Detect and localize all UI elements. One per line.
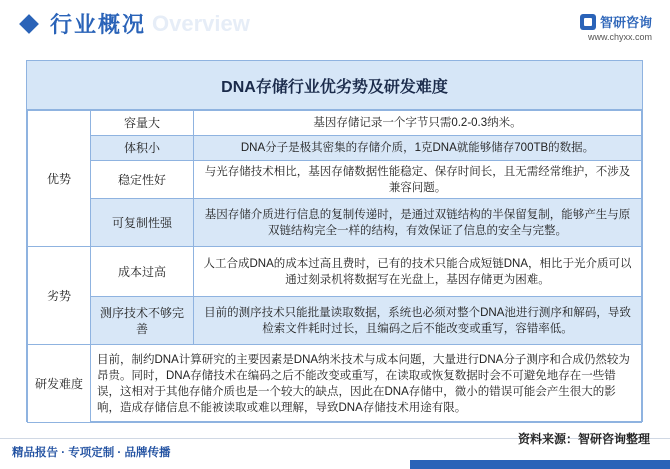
category-advantages: 优势 (28, 111, 91, 247)
row-desc: DNA分子是极其密集的存储介质，1克DNA就能够储存700TB的数据。 (194, 136, 642, 161)
row-label: 容量大 (91, 111, 194, 136)
table-row (28, 136, 642, 161)
page-footer (0, 430, 670, 469)
row-desc: 目前的测序技术只能批量读取数据，系统也必须对整个DNA池进行测序和解码，导致检索文件耗时过长，且编码之后不能改变或重写，容错率低。 (194, 297, 642, 345)
data-table (27, 110, 642, 423)
diamond-icon (19, 14, 39, 34)
row-label: 测序技术不够完善 (91, 297, 194, 345)
footer-tagline: 精品报告 · 专项定制 · 品牌传播 (12, 447, 171, 459)
row-label: 体积小 (91, 136, 194, 161)
logo-url: www.chyxx.com (587, 32, 652, 42)
table-row (28, 161, 642, 199)
table-row (28, 297, 642, 345)
table-row (28, 345, 642, 423)
logo-name: 智研咨询 (599, 15, 652, 30)
page-header (0, 0, 670, 50)
footer-accent-bar (410, 460, 670, 469)
row-desc: 基因存储记录一个字节只需0.2-0.3纳米。 (194, 111, 642, 136)
section-title (22, 8, 250, 39)
row-label: 可复制性强 (91, 199, 194, 247)
comparison-table (26, 60, 643, 422)
table-row (28, 111, 642, 136)
row-desc: 与光存储技术相比，基因存储数据性能稳定、保存时间长，且无需经常维护，不涉及兼容问题。 (194, 161, 642, 199)
table-row (28, 247, 642, 297)
source-note: 资料来源：智研咨询整理 (517, 432, 650, 446)
brand-logo (580, 12, 652, 42)
difficulty-desc: 目前，制约DNA计算研究的主要因素是DNA纳米技术与成本问题，大量进行DNA分子测序和合成仍然较为昂贵。同时，DNA存储技术在编码之后不能改变或重写，在读取或恢复数据时会不可避免地存在一些错误，这相对于其他存储介质也是一个较大的缺点，因此在DNA存储中，微小的错误可能会产生很大的影响，造成存储信息不能被读取或难以理解，导致DNA存储技术用途有限。 (91, 345, 642, 423)
section-title-en: Overview (152, 10, 250, 36)
section-title-text: 行业概况 (50, 12, 147, 37)
category-difficulty: 研发难度 (28, 345, 91, 423)
category-disadvantages: 劣势 (28, 247, 91, 345)
logo-icon (580, 14, 596, 30)
table-title: DNA存储行业优劣势及研发难度 (27, 61, 642, 110)
row-desc: 人工合成DNA的成本过高且费时，已有的技术只能合成短链DNA，相比于光介质可以通过刻录机将数据写在光盘上，基因存储更为困难。 (194, 247, 642, 297)
row-label: 成本过高 (91, 247, 194, 297)
table-row (28, 199, 642, 247)
row-label: 稳定性好 (91, 161, 194, 199)
row-desc: 基因存储介质进行信息的复制传递时，是通过双链结构的半保留复制，能够产生与原双链结构完全一样的结构，有效保证了信息的安全与完整。 (194, 199, 642, 247)
